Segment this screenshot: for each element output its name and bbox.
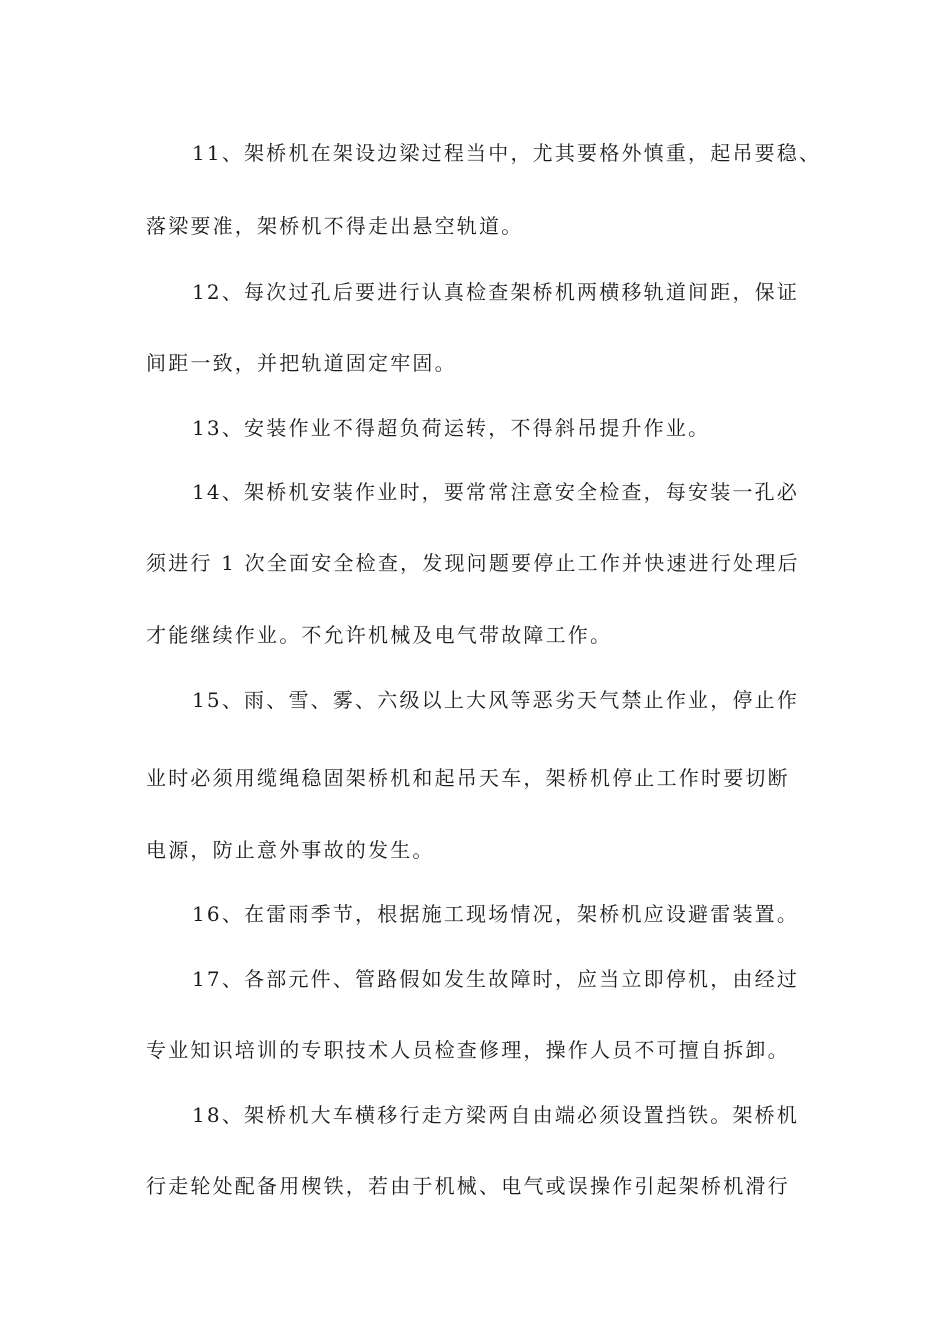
text-line: 12、每次过孔后要进行认真检查架桥机两横移轨道间距，保证	[192, 280, 800, 304]
text-line: 14、架桥机安装作业时，要常常注意安全检查，每安装一孔必	[192, 480, 800, 504]
text-line: 间距一致，并把轨道固定牢固。	[146, 351, 457, 375]
text-line: 18、架桥机大车横移行走方梁两自由端必须设置挡铁。架桥机	[192, 1103, 800, 1127]
text-line: 11、架桥机在架设边梁过程当中，尤其要格外慎重，起吊要稳、	[192, 141, 822, 165]
text-line: 专业知识培训的专职技术人员检查修理，操作人员不可擅自拆卸。	[146, 1038, 790, 1062]
text-line: 行走轮处配备用楔铁，若由于机械、电气或误操作引起架桥机滑行	[146, 1174, 790, 1198]
text-line: 才能继续作业。不允许机械及电气带故障工作。	[146, 623, 613, 647]
text-line: 落梁要准，架桥机不得走出悬空轨道。	[146, 214, 524, 238]
text-line: 15、雨、雪、雾、六级以上大风等恶劣天气禁止作业，停止作	[192, 688, 800, 712]
text-line: 16、在雷雨季节，根据施工现场情况，架桥机应设避雷装置。	[192, 902, 800, 926]
text-line: 电源，防止意外事故的发生。	[146, 838, 435, 862]
text-line: 业时必须用缆绳稳固架桥机和起吊天车，架桥机停止工作时要切断	[146, 766, 790, 790]
text-line: 17、各部元件、管路假如发生故障时，应当立即停机，由经过	[192, 967, 800, 991]
text-line: 13、安装作业不得超负荷运转，不得斜吊提升作业。	[192, 416, 711, 440]
text-line: 须进行 1 次全面安全检查，发现问题要停止工作并快速进行处理后	[146, 551, 800, 575]
